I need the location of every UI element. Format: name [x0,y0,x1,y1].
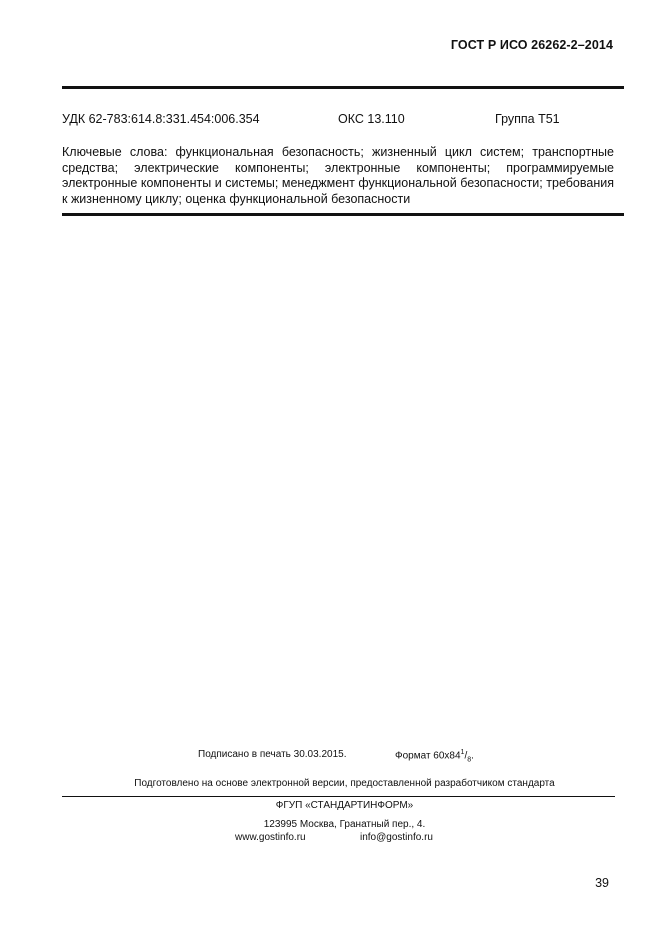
format-prefix: Формат 60x84 [395,750,461,762]
paper-format: Формат $60x84^1/_8$. [395,749,474,764]
format-numerator: 1 [460,749,465,756]
bottom-divider [62,213,624,216]
page-number: 39 [595,876,609,890]
format-suffix: . [471,750,474,762]
email-link[interactable]: info@gostinfo.ru [360,832,433,843]
format-denominator: 8 [467,756,472,764]
imprint-divider [62,796,615,797]
print-info-row [0,749,661,763]
publisher-contacts [0,832,661,846]
udk-code: УДК 62-783:614.8:331.454:006.354 [62,112,260,126]
document-code: ГОСТ Р ИСО 26262-2–2014 [450,38,613,52]
signed-to-print: Подписано в печать 30.03.2015. [198,749,347,760]
top-divider [62,86,624,89]
prepared-note: Подготовлено на основе электронной версии, предоставленной разработчиком стандарта [134,778,555,789]
classification-row [62,112,624,128]
publisher-address: 123995 Москва, Гранатный пер., 4. [263,819,426,830]
website-link[interactable]: www.gostinfo.ru [235,832,306,843]
keywords-paragraph: Ключевые слова: функциональная безопасность; жизненный цикл систем; транспортные средства; электрические компоненты; электронные компоненты; программируемые электронные компоненты и системы; менеджмент функциональной безопасности; требования к жизненному циклу; оценка функциональной безопасности [62,145,614,206]
group-code: Группа Т51 [495,112,560,126]
publisher-name: ФГУП «СТАНДАРТИНФОРМ» [275,800,414,811]
oks-code: ОКС 13.110 [338,112,405,126]
